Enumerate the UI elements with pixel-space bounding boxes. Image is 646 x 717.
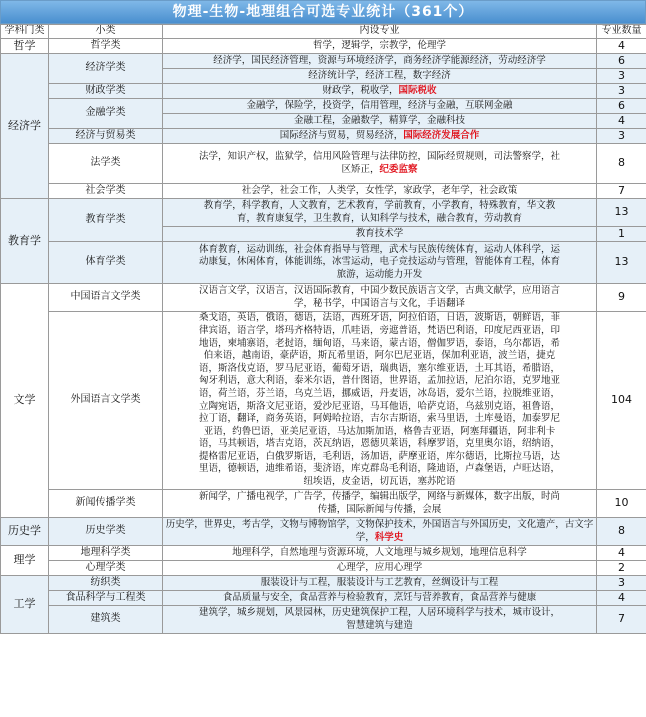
content-line: 育，教育康复学，卫生教育，认知科学与技术，融合教育，劳动教育 — [236, 212, 522, 224]
subcategory-cell: 教育学类 — [49, 199, 163, 242]
table-row — [1, 284, 646, 312]
subcategory-cell: 经济学类 — [49, 54, 163, 84]
content-cell — [163, 184, 597, 199]
count-cell: 3 — [597, 576, 646, 591]
table-row — [1, 184, 646, 199]
content-line: 立陶宛语，斯洛文尼亚语，爱沙尼亚语，马耳他语，哈萨克语，乌兹别克语，祖鲁语， — [198, 400, 560, 412]
table-row — [1, 518, 646, 546]
table-row — [1, 39, 646, 54]
content-line: 拉丁语，翻译，商务英语，阿姆哈拉语，吉尔吉斯语，索马里语，土库曼语，加泰罗尼 — [198, 413, 560, 425]
content-cell — [163, 490, 597, 518]
page-title: 物理-生物-地理组合可选专业统计（361个） — [0, 0, 646, 24]
table-row — [1, 84, 646, 99]
content-cell — [163, 114, 597, 129]
content-line: 建筑学，城乡规划，风景园林，历史建筑保护工程，人居环境科学与技术，城市设计， — [198, 606, 560, 618]
subcategory-cell: 地理科学类 — [49, 546, 163, 561]
highlight-text: 纪委监察 — [379, 163, 418, 175]
count-cell: 10 — [597, 490, 646, 518]
count-cell: 6 — [597, 54, 646, 69]
content-line: 伯来语，越南语，豪萨语，斯瓦希里语，阿尔巴尼亚语，保加利亚语，波兰语，捷克 — [203, 350, 556, 362]
header-subcategory: 小类 — [49, 25, 163, 39]
subcategory-cell: 纺织类 — [49, 576, 163, 591]
subcategory-cell: 财政学类 — [49, 84, 163, 99]
subcategory-cell: 体育学类 — [49, 242, 163, 284]
content-line: 法学，知识产权，监狱学，信用风险管理与法律防控，国际经贸规则，司法警察学，社 — [198, 150, 560, 162]
content-cell — [163, 199, 597, 227]
highlight-text: 国际税收 — [398, 84, 437, 96]
content-line: 新闻学，广播电视学，广告学，传播学，编辑出版学，网络与新媒体，数字出版，时尚 — [198, 490, 560, 502]
table-row — [1, 606, 646, 634]
highlight-text: 国际经济发展合作 — [403, 129, 480, 141]
content-line: 国际经济与贸易，贸易经济， — [279, 129, 404, 141]
count-cell: 2 — [597, 561, 646, 576]
subcategory-cell: 建筑类 — [49, 606, 163, 634]
content-cell — [163, 561, 597, 576]
content-cell — [163, 242, 597, 284]
table-row — [1, 99, 646, 114]
count-cell: 7 — [597, 184, 646, 199]
content-line: 律宾语，语言学，塔玛齐格特语，爪哇语，旁遮普语，梵语巴利语，印度尼西亚语，印 — [198, 324, 560, 336]
subcategory-cell: 中国语言文学类 — [49, 284, 163, 312]
subcategory-cell: 哲学类 — [49, 39, 163, 54]
subcategory-cell: 社会学类 — [49, 184, 163, 199]
count-cell: 4 — [597, 591, 646, 606]
content-cell — [163, 284, 597, 312]
content-line: 社会学，社会工作，人类学，女性学，家政学，老年学，社会政策 — [241, 184, 518, 196]
content-line: 金融学，保险学，投资学，信用管理，经济与金融，互联网金融 — [246, 99, 513, 111]
count-cell: 8 — [597, 518, 646, 546]
table-row — [1, 561, 646, 576]
subcategory-cell: 外国语言文学类 — [49, 312, 163, 490]
subcategory-cell: 心理学类 — [49, 561, 163, 576]
table-row — [1, 242, 646, 284]
subcategory-cell: 法学类 — [49, 144, 163, 184]
content-line: 教育技术学 — [355, 227, 404, 239]
content-cell — [163, 144, 597, 184]
content-line: 语，荷兰语，芬兰语，乌克兰语，挪威语，丹麦语，冰岛语，爱尔兰语，拉脱维亚语， — [198, 387, 560, 399]
content-line: 地理科学，自然地理与资源环境，人文地理与城乡规划，地理信息科学 — [232, 546, 527, 558]
content-line: 旅游，运动能力开发 — [336, 268, 423, 280]
content-line: 地语，柬埔寨语，老挝语，缅甸语，马来语，蒙古语，僧伽罗语，泰语，乌尔都语，希 — [198, 337, 560, 349]
content-line: 学，秘书学，中国语言与文化，手语翻译 — [293, 297, 465, 309]
category-cell: 工学 — [1, 576, 49, 634]
table-row — [1, 144, 646, 184]
count-cell: 6 — [597, 99, 646, 114]
category-cell: 历史学 — [1, 518, 49, 546]
content-cell — [163, 227, 597, 242]
content-cell — [163, 39, 597, 54]
content-line: 亚语，约鲁巴语，亚美尼亚语，马达加斯加语，格鲁吉亚语，阿塞拜疆语，阿非利卡 — [203, 425, 556, 437]
subcategory-cell: 经济与贸易类 — [49, 129, 163, 144]
content-line: 里语，德顿语，迪维希语，斐济语，库克群岛毛利语，隆迪语，卢森堡语，卢旺达语， — [198, 463, 560, 475]
content-cell — [163, 69, 597, 84]
content-line: 心理学，应用心理学 — [336, 561, 423, 573]
content-cell — [163, 54, 597, 69]
count-cell: 4 — [597, 546, 646, 561]
category-cell: 经济学 — [1, 54, 49, 199]
table-row — [1, 129, 646, 144]
table-row — [1, 546, 646, 561]
highlight-text: 科学史 — [374, 531, 404, 543]
subcategory-cell: 金融学类 — [49, 99, 163, 129]
content-line: 桑戈语，英语，俄语，德语，法语，西班牙语，阿拉伯语，日语，波斯语，朝鲜语，菲 — [198, 312, 560, 324]
content-line: 纽埃语，皮金语，切瓦语，塞苏陀语 — [303, 476, 456, 488]
content-cell — [163, 312, 597, 490]
content-cell — [163, 84, 597, 99]
table-row — [1, 312, 646, 490]
content-line: 提格雷尼亚语，白俄罗斯语，毛利语，汤加语，萨摩亚语，库尔德语，比斯拉马语，达 — [198, 450, 560, 462]
category-cell: 哲学 — [1, 39, 49, 54]
content-line: 区矫正， — [341, 163, 380, 175]
header-count: 专业数量 — [597, 25, 646, 39]
subcategory-cell: 历史学类 — [49, 518, 163, 546]
table-row — [1, 576, 646, 591]
count-cell: 3 — [597, 129, 646, 144]
content-cell — [163, 546, 597, 561]
content-line: 服装设计与工程，服装设计与工艺教育，丝绸设计与工程 — [260, 576, 499, 588]
content-cell — [163, 576, 597, 591]
header-category: 学科门类 — [1, 25, 49, 39]
table-row — [1, 490, 646, 518]
content-line: 历史学，世界史，考古学，文物与博物馆学，文物保护技术，外国语言与外国历史，文化遗产，古文字 — [165, 518, 594, 530]
subcategory-cell: 食品科学与工程类 — [49, 591, 163, 606]
header-content: 内设专业 — [163, 25, 597, 39]
content-line: 经济统计学，经济工程，数字经济 — [308, 69, 451, 81]
content-cell — [163, 129, 597, 144]
count-cell: 1 — [597, 227, 646, 242]
content-line: 学， — [355, 531, 375, 543]
content-line: 传播，国际新闻与传播，会展 — [317, 503, 442, 515]
count-cell: 13 — [597, 242, 646, 284]
count-cell: 4 — [597, 114, 646, 129]
content-line: 哲学，逻辑学，宗教学，伦理学 — [312, 39, 446, 51]
category-cell: 理学 — [1, 546, 49, 576]
content-line: 语，斯洛伐克语，罗马尼亚语，葡萄牙语，瑞典语，塞尔维亚语，土耳其语，希腊语， — [198, 362, 560, 374]
count-cell: 7 — [597, 606, 646, 634]
content-line: 语，马其顿语，塔吉克语，茨瓦纳语，恩德贝莱语，科摩罗语，克里奥尔语，绍纳语， — [198, 438, 560, 450]
content-line: 汉语言文学，汉语言，汉语国际教育，中国少数民族语言文学，古典文献学，应用语言 — [198, 284, 560, 296]
table-row — [1, 199, 646, 227]
count-cell: 9 — [597, 284, 646, 312]
content-line: 动康复，休闲体育，体能训练，冰雪运动，电子竞技运动与管理，智能体育工程，体育 — [198, 256, 560, 268]
category-cell: 教育学 — [1, 199, 49, 284]
content-line: 教育学，科学教育，人文教育，艺术教育，学前教育，小学教育，特殊教育，华文教 — [203, 199, 556, 211]
content-line: 金融工程，金融数学，精算学，金融科技 — [293, 114, 465, 126]
table-row — [1, 54, 646, 69]
count-cell: 3 — [597, 84, 646, 99]
content-cell — [163, 99, 597, 114]
subcategory-cell: 新闻传播学类 — [49, 490, 163, 518]
content-cell — [163, 591, 597, 606]
content-line: 食品质量与安全，食品营养与检验教育，烹饪与营养教育，食品营养与健康 — [222, 591, 537, 603]
count-cell: 8 — [597, 144, 646, 184]
content-cell — [163, 606, 597, 634]
content-line: 体育教育，运动训练，社会体育指导与管理，武术与民族传统体育，运动人体科学，运 — [198, 243, 560, 255]
content-line: 智慧建筑与建造 — [346, 619, 413, 631]
content-line: 匈牙利语，意大利语，泰米尔语，普什图语，世界语，孟加拉语，尼泊尔语，克罗地亚 — [198, 375, 560, 387]
content-cell — [163, 518, 597, 546]
major-table — [0, 24, 646, 634]
content-line: 经济学，国民经济管理，资源与环境经济学，商务经济学能源经济，劳动经济学 — [213, 54, 546, 66]
category-cell: 文学 — [1, 284, 49, 518]
content-line: 财政学，税收学， — [322, 84, 399, 96]
count-cell: 104 — [597, 312, 646, 490]
count-cell: 4 — [597, 39, 646, 54]
table-row — [1, 591, 646, 606]
count-cell: 13 — [597, 199, 646, 227]
header-row — [1, 25, 646, 39]
count-cell: 3 — [597, 69, 646, 84]
